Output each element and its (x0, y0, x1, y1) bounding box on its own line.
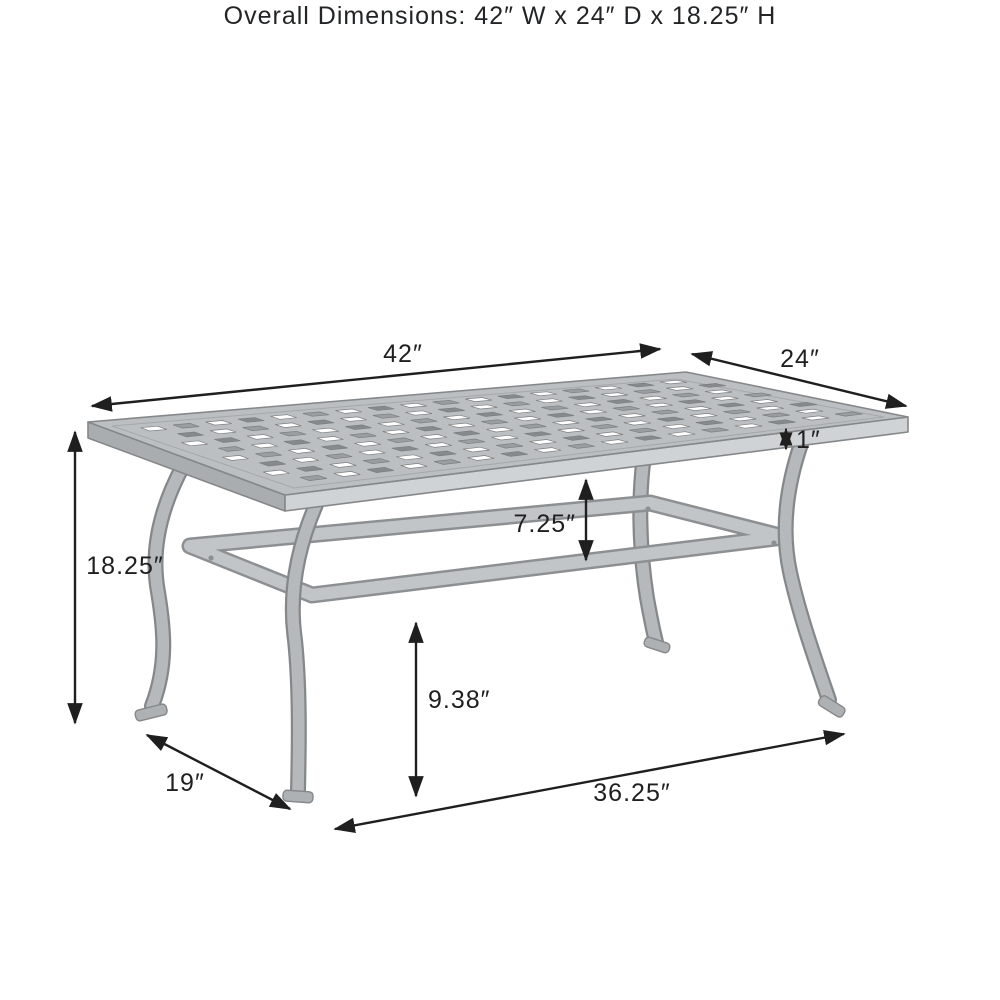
dim-depth-label: 24″ (780, 345, 820, 373)
frame-bolt (771, 540, 776, 545)
frame-bolt (645, 506, 650, 511)
dim-stretcher-to-floor (416, 623, 491, 796)
dim-base-depth (147, 735, 290, 809)
dim-top-to-stretcher-label: 7.25″ (513, 510, 576, 538)
stretcher-frame (190, 503, 784, 595)
dim-top-thickness-label: 1″ (796, 426, 821, 454)
dim-overall-height (75, 432, 164, 723)
dim-base-width (335, 734, 844, 829)
dim-width-label: 42″ (383, 340, 423, 368)
dim-base-depth-label: 19″ (165, 769, 205, 797)
dim-top-to-stretcher (513, 480, 586, 560)
foot-front-left (283, 790, 314, 803)
frame-bolt (208, 555, 213, 560)
leg-back-left (134, 466, 183, 722)
dim-stretcher-to-floor-label: 9.38″ (428, 686, 491, 714)
leg-front-right (786, 444, 847, 719)
dim-base-width-label: 36.25″ (593, 779, 671, 807)
dim-overall-height-label: 18.25″ (86, 552, 164, 580)
leg-front-left (283, 500, 318, 803)
dim-base-width-arrow (335, 734, 844, 829)
page-title: Overall Dimensions: 42″ W x 24″ D x 18.25″ H (223, 2, 777, 30)
